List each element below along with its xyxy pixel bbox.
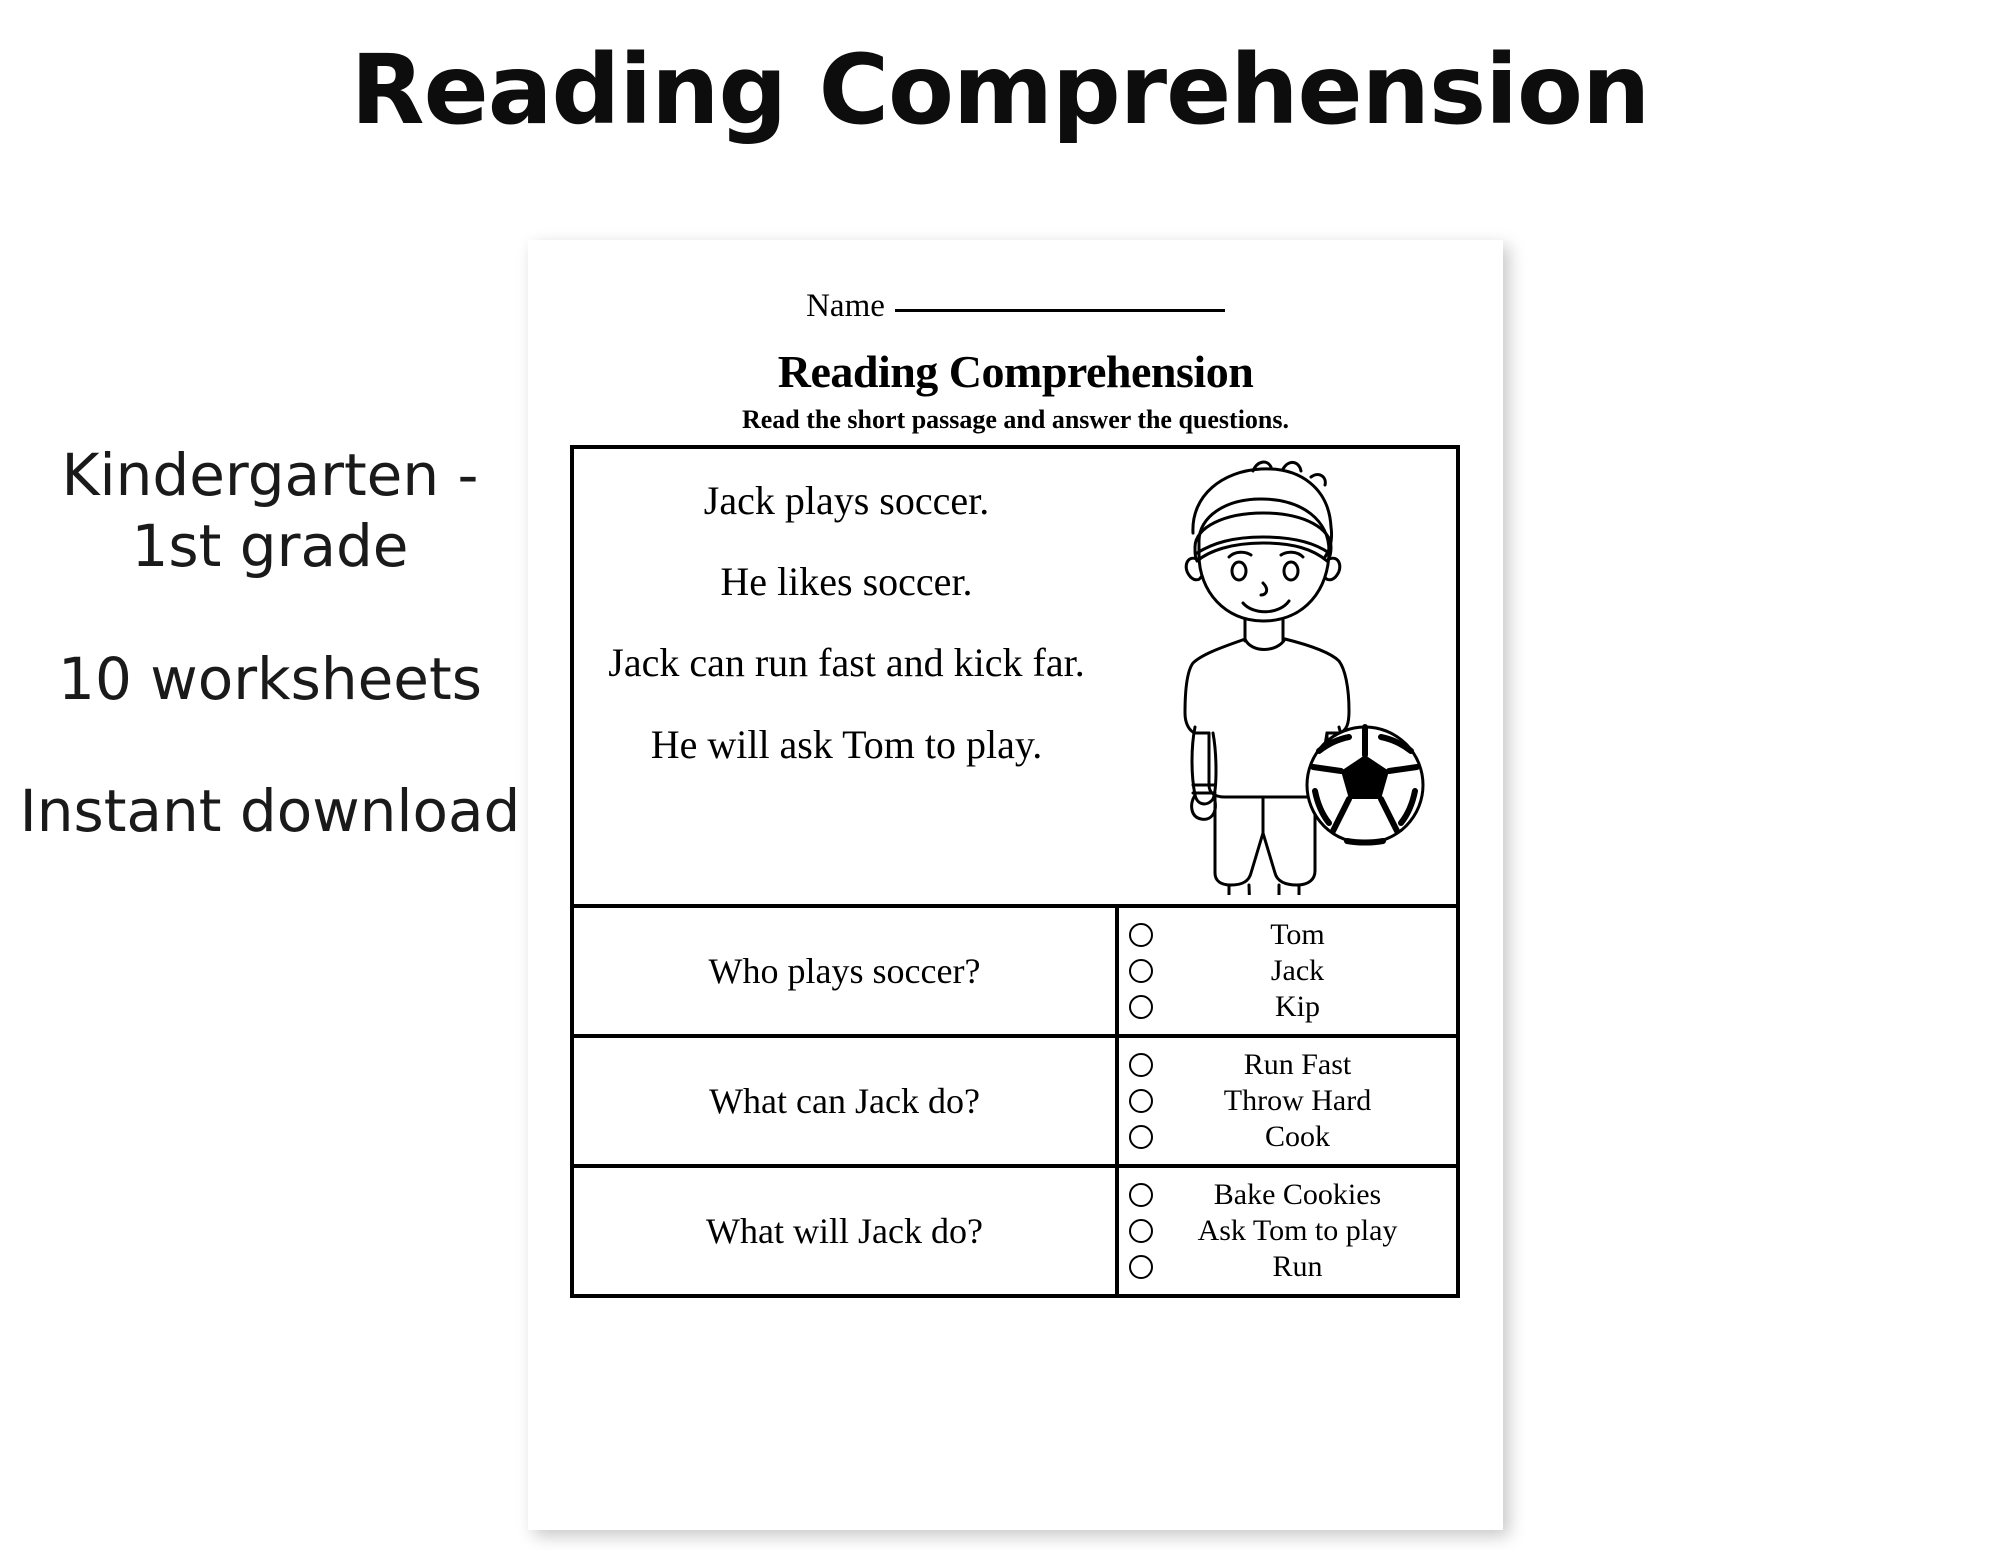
option-label: Kip xyxy=(1275,990,1320,1023)
option-label: Run xyxy=(1272,1250,1323,1283)
question-row xyxy=(574,1168,1456,1294)
option-bubble-icon[interactable] xyxy=(1129,1053,1153,1077)
option-bubble-icon[interactable] xyxy=(1129,923,1153,947)
option-row[interactable] xyxy=(1129,1047,1448,1083)
option-bubble-icon[interactable] xyxy=(1129,1089,1153,1113)
question-options xyxy=(1119,1168,1456,1294)
passage-line: Jack plays soccer. xyxy=(703,478,990,523)
worksheet-instructions: Read the short passage and answer the questions. xyxy=(741,405,1290,434)
option-bubble-icon[interactable] xyxy=(1129,995,1153,1019)
option-row[interactable] xyxy=(1129,1083,1448,1119)
question-prompt: What can Jack do? xyxy=(574,1038,1119,1164)
name-label: Name xyxy=(806,288,885,324)
option-label: Jack xyxy=(1270,954,1325,987)
option-bubble-icon[interactable] xyxy=(1129,1219,1153,1243)
option-bubble-icon[interactable] xyxy=(1129,1125,1153,1149)
passage-row xyxy=(574,449,1456,908)
passage-line: Jack can run fast and kick far. xyxy=(608,640,1085,686)
option-row[interactable] xyxy=(1129,1213,1448,1249)
detail-grade-level: Kindergarten - 1st grade xyxy=(61,441,479,580)
worksheet-preview xyxy=(528,240,1503,1530)
passage-line: He will ask Tom to play. xyxy=(650,721,1043,767)
question-options xyxy=(1119,908,1456,1034)
option-bubble-icon[interactable] xyxy=(1129,1183,1153,1207)
option-row[interactable] xyxy=(1129,953,1448,989)
option-label: Bake Cookies xyxy=(1213,1178,1382,1211)
page-title: Reading Comprehension xyxy=(350,34,1650,146)
question-prompt: What will Jack do? xyxy=(574,1168,1119,1294)
option-label: Run Fast xyxy=(1243,1048,1352,1081)
question-prompt: Who plays soccer? xyxy=(574,908,1119,1034)
name-write-line[interactable] xyxy=(895,308,1225,312)
question-row xyxy=(574,1038,1456,1168)
product-details-column xyxy=(10,440,530,847)
option-label: Ask Tom to play xyxy=(1197,1214,1398,1247)
option-row[interactable] xyxy=(1129,989,1448,1025)
detail-worksheet-count: 10 worksheets xyxy=(58,644,482,713)
option-row[interactable] xyxy=(1129,1249,1448,1285)
question-options xyxy=(1119,1038,1456,1164)
detail-delivery: Instant download xyxy=(19,777,521,846)
option-bubble-icon[interactable] xyxy=(1129,1255,1153,1279)
option-row[interactable] xyxy=(1129,917,1448,953)
option-bubble-icon[interactable] xyxy=(1129,959,1153,983)
option-label: Cook xyxy=(1264,1120,1330,1153)
worksheet-title: Reading Comprehension xyxy=(777,346,1254,397)
passage-line: He likes soccer. xyxy=(720,559,973,605)
option-label: Tom xyxy=(1270,918,1325,951)
question-row xyxy=(574,908,1456,1038)
name-row xyxy=(528,288,1503,325)
option-row[interactable] xyxy=(1129,1119,1448,1155)
boy-with-soccer-ball-icon xyxy=(1119,449,1456,904)
worksheet-table xyxy=(570,445,1460,1298)
passage-text xyxy=(574,449,1119,904)
option-label: Throw Hard xyxy=(1223,1084,1372,1117)
option-row[interactable] xyxy=(1129,1177,1448,1213)
